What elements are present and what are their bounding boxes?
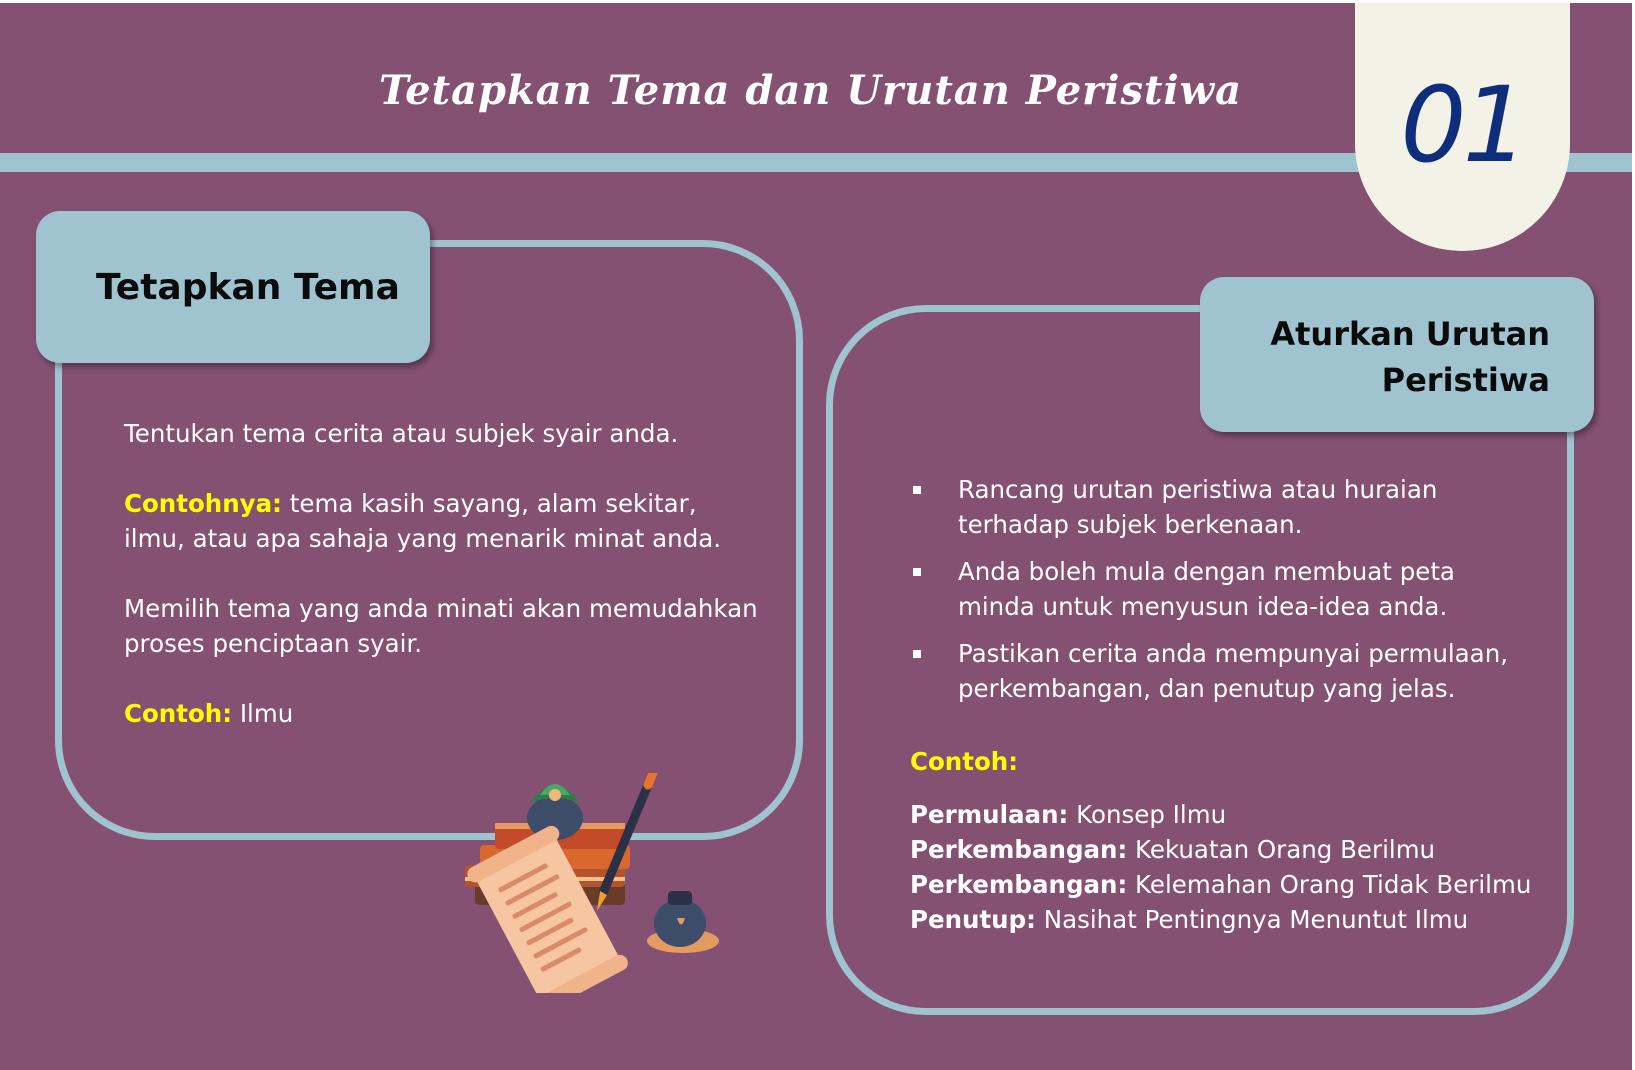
sequence-heading-line2: Peristiwa [1381, 361, 1550, 399]
theme-contoh [124, 696, 764, 731]
example-row-label: Perkembangan: [910, 870, 1128, 899]
theme-intro: Tentukan tema cerita atau subjek syair anda. [124, 419, 679, 448]
example-row-label: Penutup: [910, 905, 1036, 934]
example-row-label: Permulaan: [910, 800, 1069, 829]
theme-heading-text: Tetapkan Tema [96, 266, 400, 308]
theme-card-heading [36, 211, 430, 363]
theme-advice: Memilih tema yang anda minati akan memudahkan proses penciptaan syair. [124, 594, 758, 658]
theme-example [124, 486, 764, 556]
example-text: tema kasih sayang, alam sekitar, ilmu, atau apa sahaja yang menarik minat anda. [124, 489, 722, 553]
contoh-value: Ilmu [232, 699, 294, 728]
sequence-bullet-list [910, 472, 1510, 718]
example-row-label: Perkembangan: [910, 835, 1128, 864]
list-item: Rancang urutan peristiwa atau huraian terhadap subjek berkenaan. [910, 472, 1510, 542]
theme-card-body [124, 416, 764, 766]
step-number-tab [1355, 3, 1570, 251]
page-title: Tetapkan Tema dan Urutan Peristiwa [378, 67, 1242, 114]
sequence-card-heading [1200, 277, 1594, 432]
books-scroll-quill-illustration-icon [455, 773, 755, 993]
example-row [910, 902, 1590, 937]
example-row-value: Konsep Ilmu [1068, 800, 1227, 829]
example-label: Contohnya: [124, 489, 282, 518]
list-item: Pastikan cerita anda mempunyai permulaan, perkembangan, dan penutup yang jelas. [910, 636, 1510, 706]
sequence-contoh-label: Contoh: [910, 747, 1019, 776]
sequence-heading-line1: Aturkan Urutan [1270, 315, 1550, 353]
slide [0, 3, 1632, 1070]
contoh-label: Contoh: [124, 699, 233, 728]
example-row-value: Kelemahan Orang Tidak Berilmu [1127, 870, 1532, 899]
example-row [910, 867, 1590, 902]
example-row-value: Nasihat Pentingnya Menuntut Ilmu [1035, 905, 1469, 934]
example-row-value: Kekuatan Orang Berilmu [1127, 835, 1436, 864]
example-row [910, 832, 1590, 867]
sequence-example [910, 744, 1590, 937]
list-item: Anda boleh mula dengan membuat peta minda untuk menyusun idea-idea anda. [910, 554, 1510, 624]
example-row [910, 797, 1590, 832]
step-number: 01 [1400, 63, 1525, 186]
